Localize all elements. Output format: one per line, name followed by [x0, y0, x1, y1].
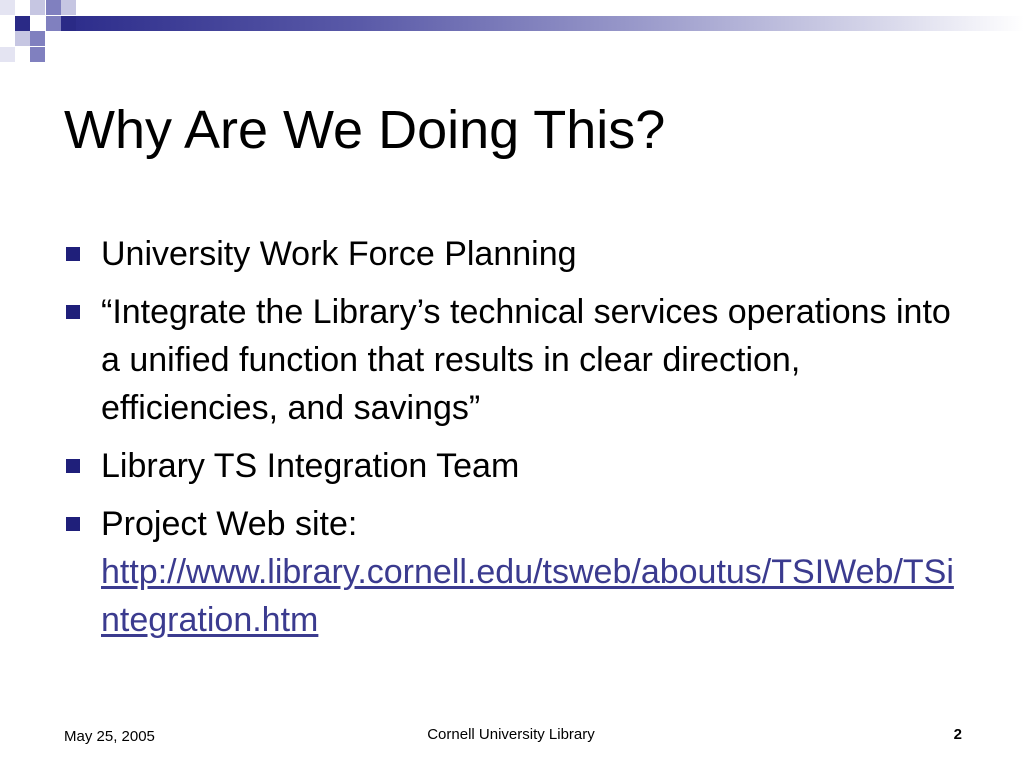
bullet-text: University Work Force Planning: [101, 235, 577, 273]
decor-square: [46, 0, 61, 15]
bullet-item: [64, 230, 964, 278]
project-website-link[interactable]: http://www.library.cornell.edu/tsweb/aboutus/TSIWeb/TSintegration.htm: [101, 553, 954, 639]
bullet-text: “Integrate the Library’s technical services operations into a unified function that results in clear direction, efficiencies, and savings”: [101, 293, 951, 427]
page-number: 2: [953, 726, 962, 743]
decor-square: [15, 16, 30, 31]
header-decoration: [0, 0, 1024, 64]
square-bullet-icon: [66, 247, 80, 261]
decor-square: [61, 0, 76, 15]
bullet-item: [64, 442, 964, 490]
footer-organization: [0, 726, 1024, 743]
header-gradient-bar: [76, 16, 1024, 31]
bullet-text: Library TS Integration Team: [101, 447, 520, 485]
decor-square: [30, 47, 45, 62]
square-bullet-icon: [66, 305, 80, 319]
decor-square: [46, 16, 61, 31]
bullet-item: [64, 500, 964, 644]
slide-title: Why Are We Doing This?: [64, 100, 666, 160]
decor-square: [61, 16, 76, 31]
footer-date: May 25, 2005: [64, 728, 155, 745]
decor-square: [0, 47, 15, 62]
bullet-text: Project Web site:: [101, 505, 358, 543]
decor-square: [0, 0, 15, 15]
square-bullet-icon: [66, 459, 80, 473]
bullet-list: [64, 230, 964, 654]
bullet-item: [64, 288, 964, 432]
decor-square: [30, 0, 45, 15]
footer-organization-text: Cornell University Library: [427, 726, 595, 743]
decor-square: [30, 31, 45, 46]
square-bullet-icon: [66, 517, 80, 531]
decor-square: [15, 31, 30, 46]
